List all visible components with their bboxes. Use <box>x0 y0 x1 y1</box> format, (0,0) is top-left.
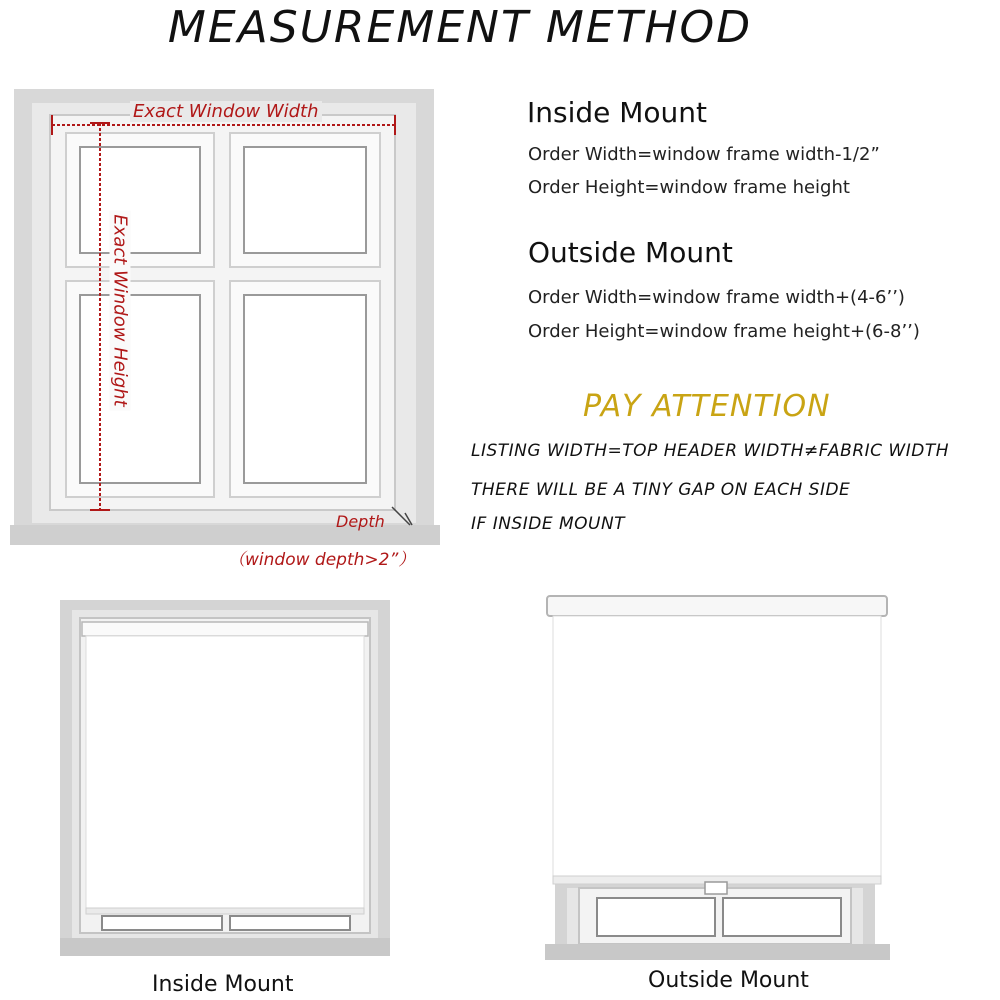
inside-mount-caption: Inside Mount <box>152 972 294 997</box>
headrail <box>82 622 368 636</box>
attention-line-2: THERE WILL BE A TINY GAP ON EACH SIDE <box>471 480 851 500</box>
depth-label: Depth <box>336 512 385 531</box>
outside-mount-heading: Outside Mount <box>528 236 733 269</box>
bottom-bar <box>86 908 364 914</box>
pull-tab <box>705 882 727 894</box>
attention-line-3: IF INSIDE MOUNT <box>471 514 626 534</box>
pay-attention-heading: PAY ATTENTION <box>583 389 831 424</box>
attention-line-1: LISTING WIDTH=TOP HEADER WIDTH≠FABRIC WIDTH <box>471 441 949 461</box>
shade-fabric <box>553 616 881 878</box>
headrail <box>547 596 887 616</box>
inside-mount-illustration <box>60 600 390 960</box>
depth-note: （window depth>2”） <box>228 550 416 570</box>
window-diagram <box>10 85 450 555</box>
width-label: Exact Window Width <box>130 101 322 122</box>
outside-mount-caption: Outside Mount <box>648 968 809 993</box>
inside-width-formula: Order Width=window frame width-1/2” <box>528 144 880 165</box>
page-title: MEASUREMENT METHOD <box>167 2 753 53</box>
glass-pane <box>80 295 200 483</box>
shade-fabric <box>86 636 364 911</box>
outside-width-formula: Order Width=window frame width+(4-6’’) <box>528 287 905 308</box>
glass-pane <box>244 147 366 253</box>
inside-mount-heading: Inside Mount <box>527 96 708 129</box>
inside-height-formula: Order Height=window frame height <box>528 177 850 198</box>
glass-pane <box>244 295 366 483</box>
outside-height-formula: Order Height=window frame height+(6-8’’) <box>528 321 920 342</box>
outside-mount-illustration <box>545 592 890 962</box>
height-label: Exact Window Height <box>110 211 131 411</box>
glass-pane <box>80 147 200 253</box>
